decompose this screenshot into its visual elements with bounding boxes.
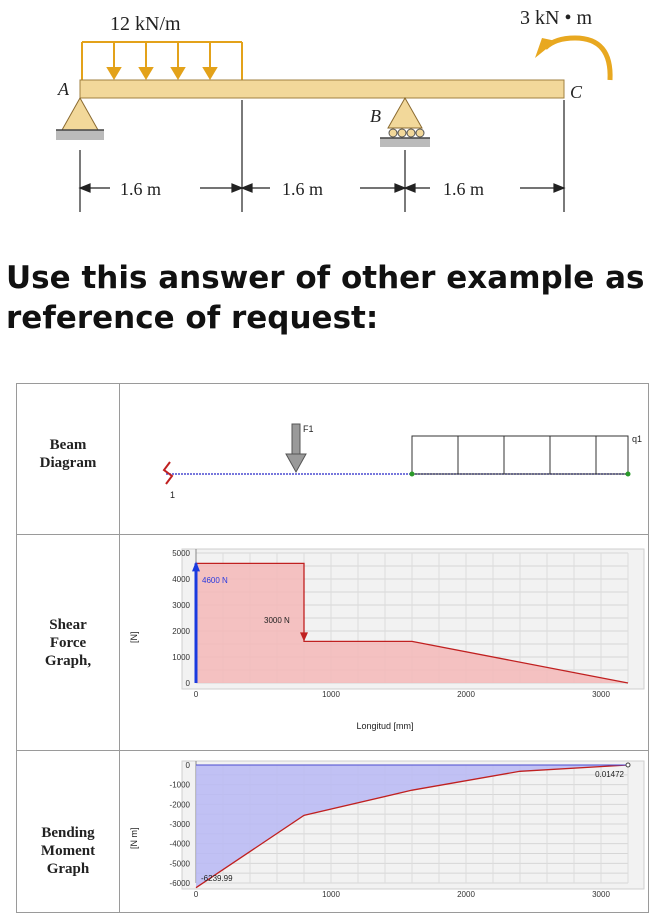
beam-diagram (120, 384, 648, 534)
y-tick-label: 1000 (172, 653, 190, 662)
support-number-label: 1 (170, 490, 176, 500)
y-unit-label: [N m] (129, 827, 139, 849)
force-label: F1 (303, 424, 314, 434)
row-label-bending-moment: Bending Moment Graph (40, 825, 96, 877)
row-label-beam-diagram: Beam Diagram (39, 437, 97, 471)
x-tick-label: 2000 (457, 890, 475, 899)
y-tick-label: 4000 (172, 575, 190, 584)
x-tick-label: 0 (193, 690, 199, 699)
x-tick-label: 3000 (592, 890, 610, 899)
max-moment-label: -6239.99 (201, 874, 233, 883)
beam (80, 80, 564, 98)
heading-line-2: reference of request: (6, 300, 379, 336)
y-tick-label: 2000 (172, 627, 190, 636)
beam-problem-figure (0, 0, 661, 240)
span-label-3: 1.6 m (443, 179, 485, 199)
bending-moment-chart (120, 751, 648, 913)
reaction-value-label: 4600 N (202, 576, 228, 585)
distributed-load-box (412, 436, 628, 474)
end-moment-label: 0.01472 (595, 770, 624, 779)
reference-answer-table (16, 383, 649, 913)
shear-force-chart (120, 535, 648, 749)
y-tick-label: 3000 (172, 601, 190, 610)
y-tick-label: 5000 (172, 549, 190, 558)
end-point-marker (626, 763, 630, 767)
y-tick-label: -2000 (169, 800, 190, 810)
roller-support-b (388, 98, 422, 128)
reference-heading (6, 258, 656, 338)
row-label-shear-force: Shear Force Graph, (44, 617, 92, 669)
pin-support-a (62, 98, 98, 130)
fixed-support-icon (164, 462, 172, 484)
y-tick-label: -1000 (169, 780, 190, 790)
y-tick-label: -4000 (169, 839, 190, 849)
x-tick-label: 1000 (322, 890, 340, 899)
y-tick-label: 0 (185, 679, 190, 688)
x-tick-label: 2000 (457, 690, 475, 699)
point-a-label: A (58, 79, 69, 99)
point-b-label: B (370, 106, 381, 126)
node-marker (410, 472, 415, 477)
y-tick-label: -6000 (169, 879, 190, 888)
x-tick-labels (194, 890, 611, 899)
distributed-load-label: 12 kN/m (110, 13, 181, 35)
y-tick-label: -3000 (169, 820, 190, 829)
y-tick-label: -5000 (169, 859, 190, 869)
load-label: q1 (632, 434, 643, 444)
moment-label: 3 kN • m (520, 7, 593, 29)
x-tick-label: 0 (193, 890, 199, 899)
ground-b (380, 138, 430, 147)
heading-line-1: Use this answer of other example as (6, 260, 645, 296)
distributed-load-arrows (82, 42, 242, 80)
point-c-label: C (570, 82, 583, 102)
ground-a (56, 130, 104, 140)
x-tick-labels (194, 690, 611, 699)
node-marker (626, 472, 631, 477)
span-label-2: 1.6 m (282, 179, 324, 199)
y-unit-label: [N] (129, 631, 139, 643)
x-tick-label: 1000 (322, 690, 340, 699)
x-axis-title: Longitud [mm] (356, 721, 414, 731)
y-tick-label: 0 (185, 761, 190, 770)
force-value-label: 3000 N (264, 616, 290, 626)
roller-wheels (389, 129, 424, 137)
span-label-1: 1.6 m (120, 179, 162, 199)
moment-arrowhead-icon (535, 38, 556, 58)
moment-arrow-icon (545, 38, 610, 80)
x-tick-label: 3000 (592, 690, 610, 699)
